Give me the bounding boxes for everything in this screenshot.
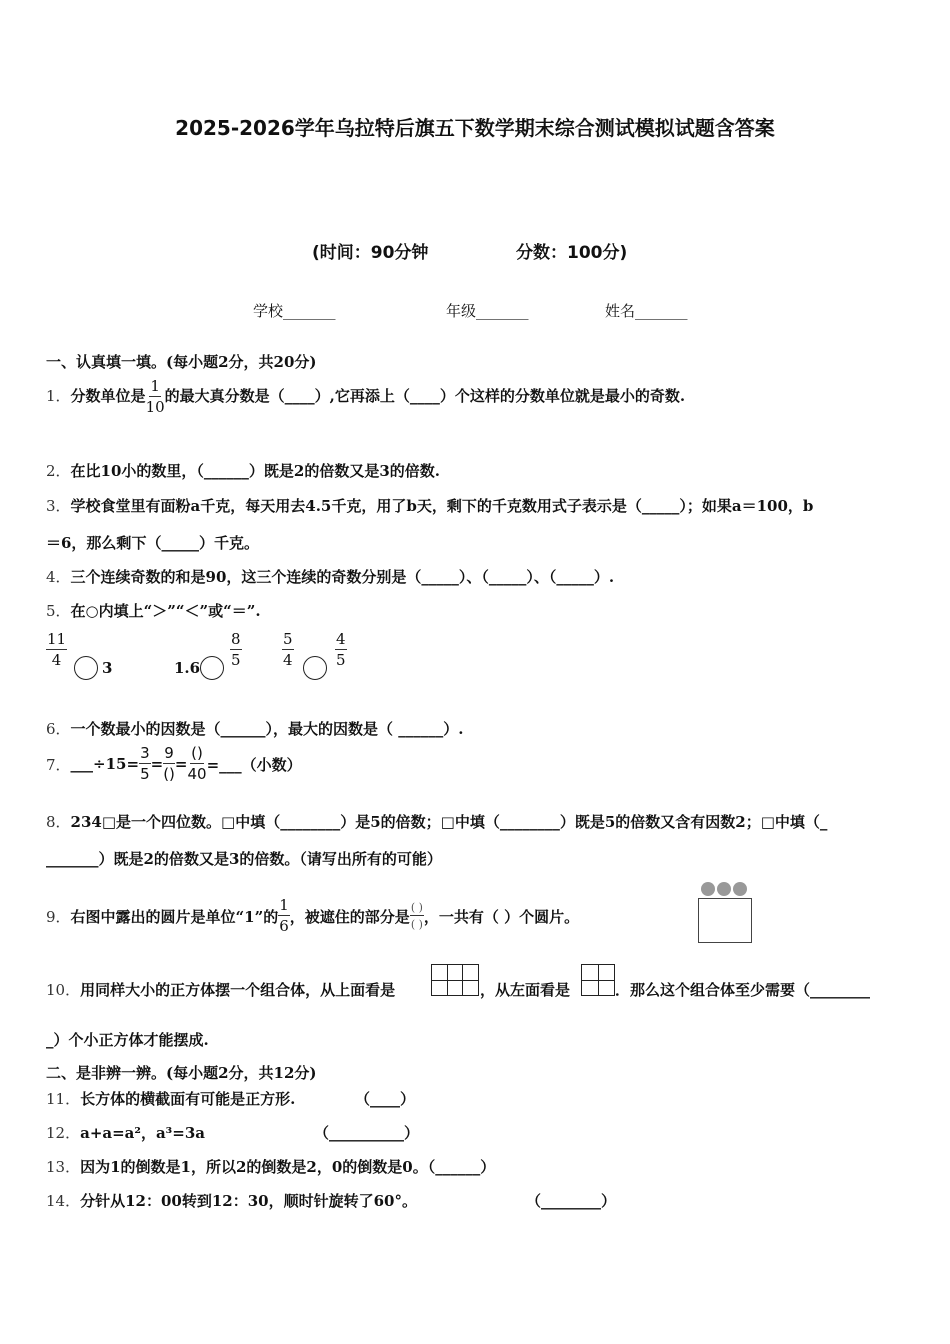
- compare-value: 3: [102, 659, 113, 677]
- question-2: 2．在比10小的数里，（______）既是2的倍数又是3的倍数.: [46, 462, 441, 480]
- section-heading-2: 二、是非辨一辨。(每小题2分，共12分): [46, 1064, 317, 1082]
- question-8: 8．234□是一个四位数。□中填（________）是5的倍数；□中填（________）既是5的倍数又含有因数2；□中填（_: [46, 813, 828, 831]
- cover-box: [698, 898, 752, 943]
- question-number: 8．: [46, 813, 71, 831]
- question-number: 2．: [46, 462, 71, 480]
- question-number: 13．: [46, 1158, 81, 1176]
- fraction: $\frac{()}{40}$: [187, 744, 207, 783]
- section-heading-1: 一、认真填一填。(每小题2分，共20分): [46, 353, 317, 371]
- question-number: 9．: [46, 907, 71, 926]
- question-9: 9． 右图中露出的圆片是单位“1”的 $\frac{1}{6}$ ，被遮住的部分是 $\frac{( )}{( )}$ ，一共有（ ）个圆片。: [46, 896, 580, 935]
- question-5: 5．在○内填上“＞”“＜”或“＝”.: [46, 602, 261, 620]
- question-10-mid: ，从左面看是: [480, 981, 571, 999]
- question-number: 12．: [46, 1124, 81, 1142]
- question-6: 6．一个数最小的因数是（______），最大的因数是（ ______）.: [46, 720, 464, 738]
- answer-blank[interactable]: （____）: [355, 1090, 416, 1108]
- comparison-2: [230, 632, 242, 668]
- question-number: 4．: [46, 568, 71, 586]
- question-13: 13．因为1的倒数是1，所以2的倒数是2，0的倒数是0。（______）: [46, 1158, 496, 1176]
- top-view-grid: [431, 964, 479, 996]
- circle-piece: [733, 882, 747, 896]
- compare-value: 1.6: [174, 659, 201, 677]
- question-12: 12．a+a=a²，a³=3a: [46, 1124, 205, 1142]
- fraction: $\frac{1}{10}$: [145, 377, 165, 416]
- compare-circle[interactable]: [303, 656, 327, 680]
- question-number: 1．: [46, 387, 71, 405]
- fraction: $\frac{9}{()}$: [163, 744, 175, 783]
- question-4: 4．三个连续奇数的和是90，这三个连续的奇数分别是（_____）、（_____）、（_____）.: [46, 568, 615, 586]
- question-number: 7．: [46, 755, 71, 774]
- grade-field: 年级_______: [446, 302, 529, 320]
- question-1: 1．分数单位是 $\frac{1}{10}$ 的最大真分数是（____）,它再添上（____）个这样的分数单位就是最小的奇数.: [46, 377, 686, 416]
- question-3: 3．学校食堂里有面粉a千克，每天用去4.5千克，用了b天，剩下的千克数用式子表示是（_____）；如果a＝100，b: [46, 497, 814, 515]
- compare-circle[interactable]: [74, 656, 98, 680]
- fraction: $\frac{3}{5}$: [140, 744, 150, 783]
- question-number: 11．: [46, 1090, 81, 1108]
- question-number: 14．: [46, 1192, 81, 1210]
- question-10-post: ．那么这个组合体至少需要（________: [615, 981, 871, 999]
- question-3-continued: ＝6，那么剩下（_____）千克。: [46, 534, 259, 552]
- question-11: 11．长方体的横截面有可能是正方形.: [46, 1090, 296, 1108]
- compare-circle[interactable]: [200, 656, 224, 680]
- fraction: $\frac{5}{4}$: [283, 630, 293, 669]
- answer-blank[interactable]: （________）: [526, 1192, 617, 1210]
- comparison-3-left: [282, 632, 294, 668]
- circle-piece: [701, 882, 715, 896]
- left-view-grid: [581, 964, 615, 996]
- fraction: $\frac{8}{5}$: [231, 630, 241, 669]
- question-8-continued: _______）既是2的倍数又是3的倍数。（请写出所有的可能）: [46, 850, 442, 868]
- question-number: 5．: [46, 602, 71, 620]
- question-10: 10．用同样大小的正方体摆一个组合体，从上面看是: [46, 981, 396, 999]
- comparison-3-right: [335, 632, 347, 668]
- question-7: 7． ___÷15= $\frac{3}{5}$ = $\frac{9}{()}$ = $\frac{()}{40}$ =___（小数）: [46, 744, 302, 783]
- fraction: $\frac{1}{6}$: [279, 896, 289, 935]
- question-10-continued: _）个小正方体才能摆成.: [46, 1031, 209, 1049]
- exam-time: (时间：90分钟: [312, 243, 429, 263]
- comparison-1: [46, 632, 67, 668]
- school-field: 学校_______: [253, 302, 336, 320]
- question-number: 10．: [46, 981, 81, 999]
- question-14: 14．分针从12：00转到12：30，顺时针旋转了60°。: [46, 1192, 417, 1210]
- name-field: 姓名_______: [605, 302, 688, 320]
- question-number: 6．: [46, 720, 71, 738]
- exam-score: 分数：100分): [516, 243, 628, 263]
- question-number: 3．: [46, 497, 71, 515]
- fraction: $\frac{11}{4}$: [47, 630, 67, 669]
- fraction: $\frac{4}{5}$: [336, 630, 346, 669]
- answer-blank[interactable]: （__________）: [314, 1124, 420, 1142]
- blank-fraction: $\frac{( )}{( )}$: [410, 901, 423, 931]
- circle-piece: [717, 882, 731, 896]
- page-title: 2025-2026学年乌拉特后旗五下数学期末综合测试模拟试题含答案: [175, 116, 775, 140]
